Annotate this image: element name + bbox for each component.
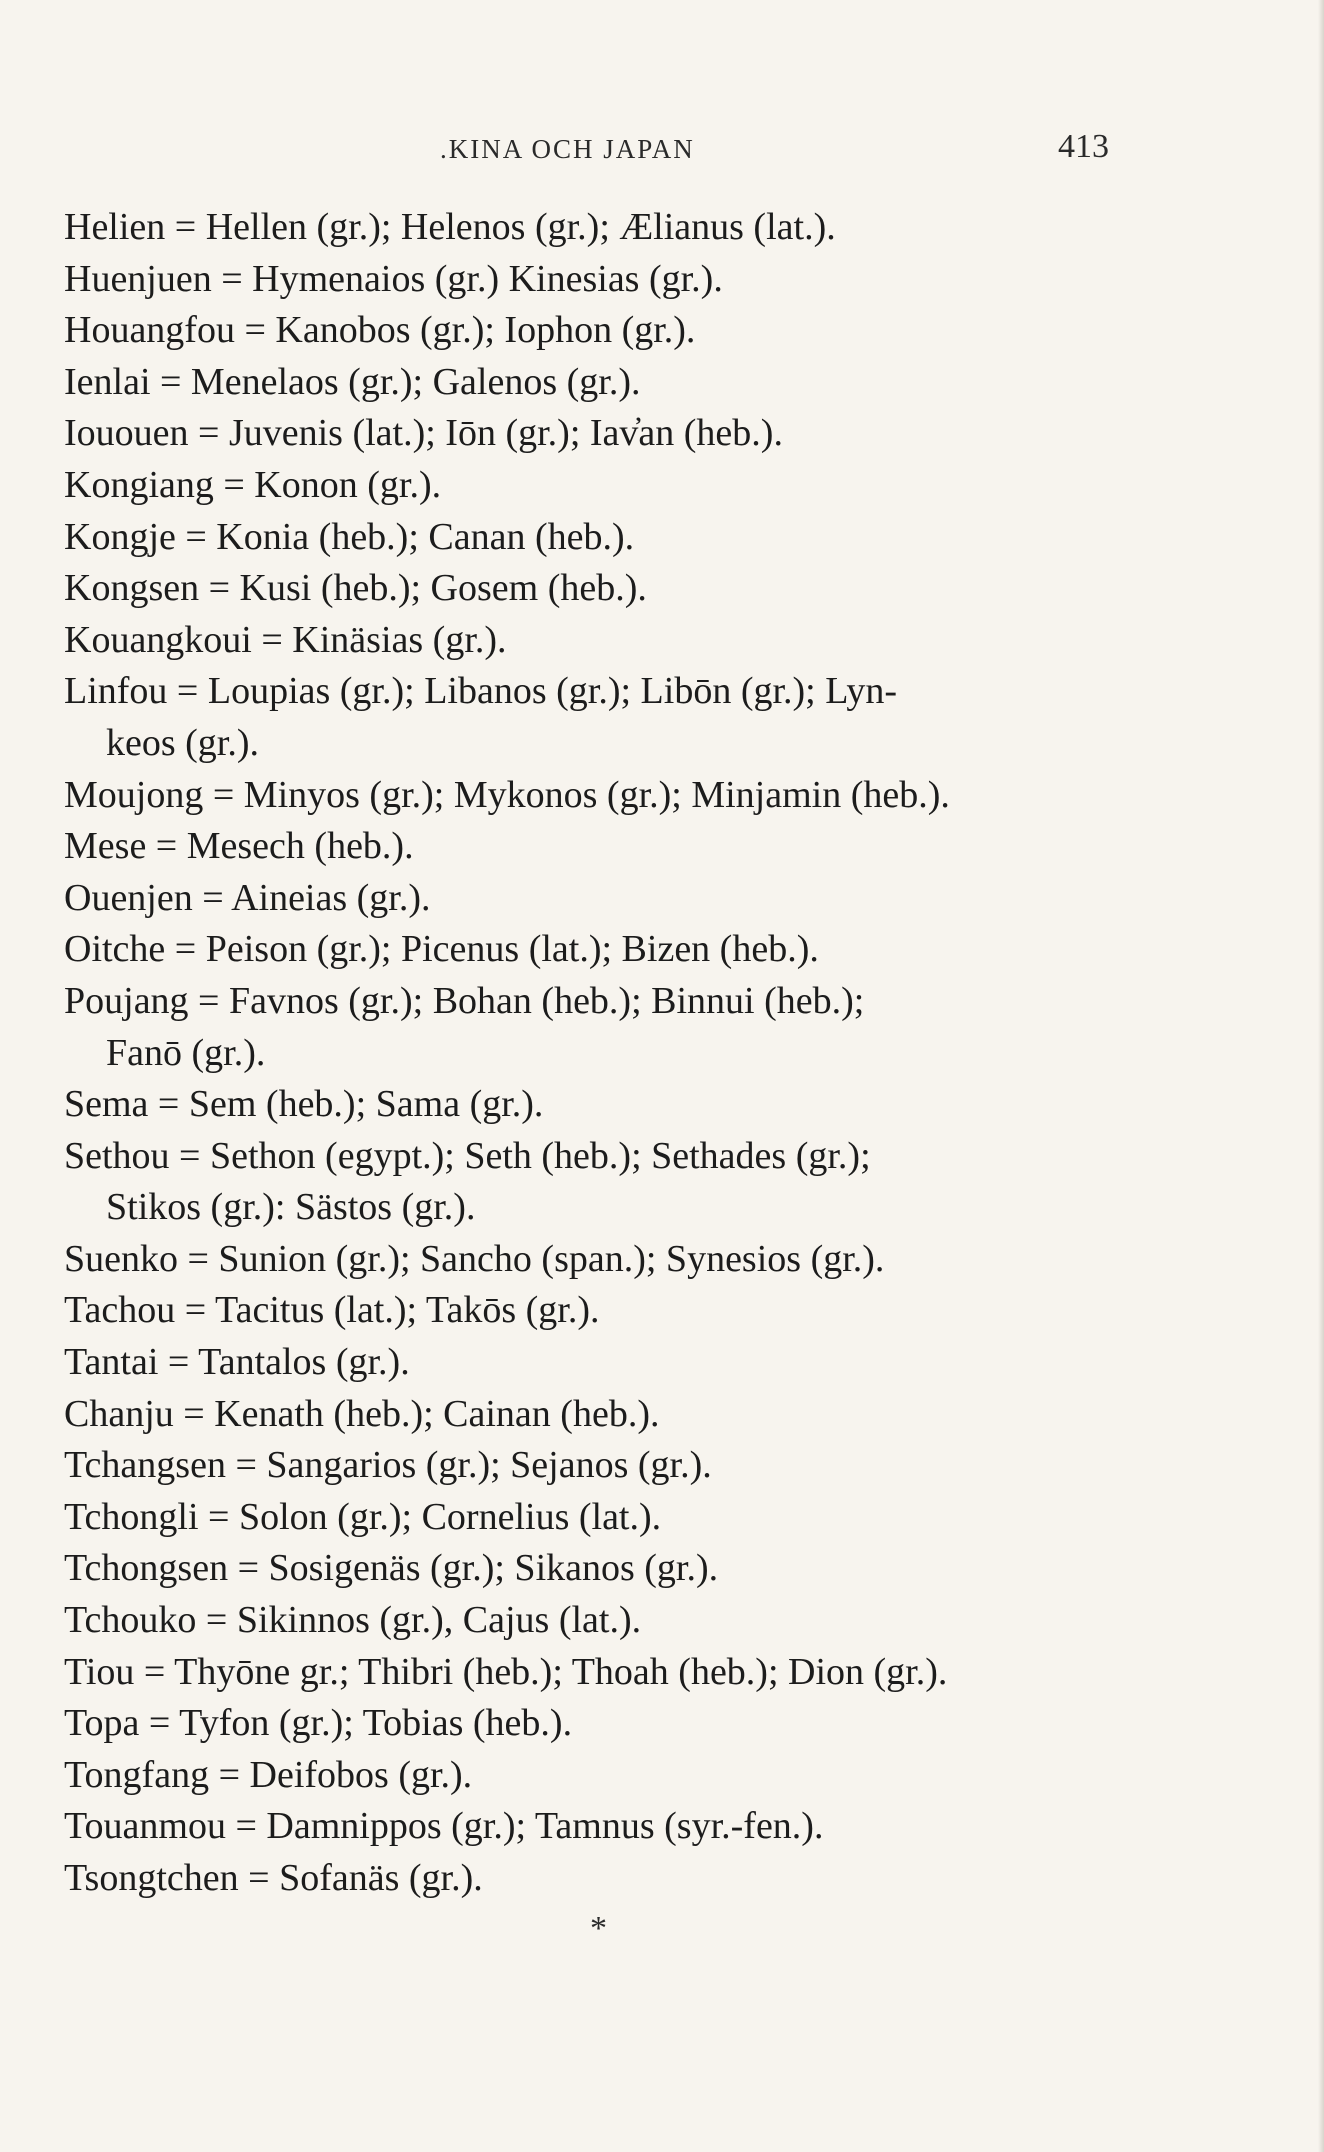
entry-line: Ienlai = Menelaos (gr.); Galenos (gr.).: [64, 360, 641, 403]
list-item: [64, 615, 1144, 667]
list-item: [64, 666, 1144, 769]
entry-line: Kongiang = Konon (gr.).: [64, 463, 442, 506]
list-item: [64, 1440, 1144, 1492]
list-item: [64, 1698, 1144, 1750]
list-item: [64, 202, 1144, 254]
entry-line: Tachou = Tacitus (lat.); Takōs (gr.).: [64, 1289, 600, 1332]
entry-line: Touanmou = Damnippos (gr.); Tamnus (syr.-fen.).: [64, 1805, 824, 1848]
entry-line: Iououen = Juvenis (lat.); Iōn (gr.); Iav̓an (heb.).: [64, 412, 783, 455]
entry-line: Tongfang = Deifobos (gr.).: [64, 1753, 473, 1796]
entry-line: Ouenjen = Aineias (gr.).: [64, 876, 431, 919]
list-item: [64, 1595, 1144, 1647]
list-item: [64, 1079, 1144, 1131]
entry-line: Houangfou = Kanobos (gr.); Iophon (gr.).: [64, 309, 696, 352]
list-item: [64, 357, 1144, 409]
list-item: [64, 460, 1144, 512]
entry-continuation-line: keos (gr.).: [106, 721, 260, 764]
list-item: [64, 305, 1144, 357]
entry-continuation-line: Stikos (gr.): Sästos (gr.).: [106, 1186, 476, 1229]
list-item: [64, 1750, 1144, 1802]
entry-line: Linfou = Loupias (gr.); Libanos (gr.); Libōn (gr.); Lyn-: [64, 670, 898, 713]
page-number: 413: [1058, 128, 1109, 165]
entry-line: Tchongli = Solon (gr.); Cornelius (lat.).: [64, 1495, 662, 1538]
list-item: [64, 976, 1144, 1079]
list-item: [64, 1337, 1144, 1389]
list-item: [64, 1234, 1144, 1286]
entry-line: Tchongsen = Sosigenäs (gr.); Sikanos (gr.).: [64, 1547, 719, 1590]
entry-line: Mese = Mesech (heb.).: [64, 825, 414, 868]
entry-line: Topa = Tyfon (gr.); Tobias (heb.).: [64, 1702, 573, 1745]
entry-line: Suenko = Sunion (gr.); Sancho (span.); Synesios (gr.).: [64, 1237, 885, 1280]
entry-line: Kouangkoui = Kinäsias (gr.).: [64, 618, 507, 661]
list-item: [64, 512, 1144, 564]
entry-line: Huenjuen = Hymenaios (gr.) Kinesias (gr.).: [64, 257, 723, 300]
list-item: [64, 1285, 1144, 1337]
list-item: [64, 563, 1144, 615]
entry-line: Moujong = Minyos (gr.); Mykonos (gr.); Minjamin (heb.).: [64, 773, 950, 816]
name-correspondence-list: [64, 202, 1144, 1905]
list-item: [64, 924, 1144, 976]
entry-line: Kongje = Konia (heb.); Canan (heb.).: [64, 515, 635, 558]
list-item: [64, 1647, 1144, 1699]
entry-line: Tchangsen = Sangarios (gr.); Sejanos (gr.).: [64, 1444, 712, 1487]
entry-continuation-line: Fanō (gr.).: [106, 1031, 266, 1074]
running-head: .KINA OCH JAPAN: [440, 134, 695, 164]
entry-line: Tantai = Tantalos (gr.).: [64, 1341, 410, 1384]
page-edge-shadow: [1318, 0, 1324, 2152]
entry-line: Kongsen = Kusi (heb.); Gosem (heb.).: [64, 567, 647, 610]
list-item: [64, 408, 1144, 460]
list-item: [64, 873, 1144, 925]
entry-line: Tiou = Thyōne gr.; Thibri (heb.); Thoah (heb.); Dion (gr.).: [64, 1650, 948, 1693]
list-item: [64, 1389, 1144, 1441]
entry-line: Helien = Hellen (gr.); Helenos (gr.); Ælianus (lat.).: [64, 206, 836, 248]
entry-line: Oitche = Peison (gr.); Picenus (lat.); Bizen (heb.).: [64, 928, 819, 971]
entry-line: Sethou = Sethon (egypt.); Seth (heb.); Sethades (gr.);: [64, 1134, 871, 1177]
list-item: [64, 1853, 1144, 1905]
list-item: [64, 770, 1144, 822]
list-item: [64, 254, 1144, 306]
entry-line: Tchouko = Sikinnos (gr.), Cajus (lat.).: [64, 1599, 642, 1642]
page-header: [0, 128, 1324, 168]
list-item: [64, 1801, 1144, 1853]
entry-line: Tsongtchen = Sofanäs (gr.).: [64, 1857, 483, 1899]
list-item: [64, 1131, 1144, 1234]
list-item: [64, 1543, 1144, 1595]
entry-line: Poujang = Favnos (gr.); Bohan (heb.); Binnui (heb.);: [64, 979, 865, 1022]
list-item: [64, 1492, 1144, 1544]
entry-line: Chanju = Kenath (heb.); Cainan (heb.).: [64, 1392, 660, 1435]
list-item: [64, 821, 1144, 873]
entry-line: Sema = Sem (heb.); Sama (gr.).: [64, 1083, 544, 1126]
section-end-asterisk: *: [590, 1910, 607, 1947]
